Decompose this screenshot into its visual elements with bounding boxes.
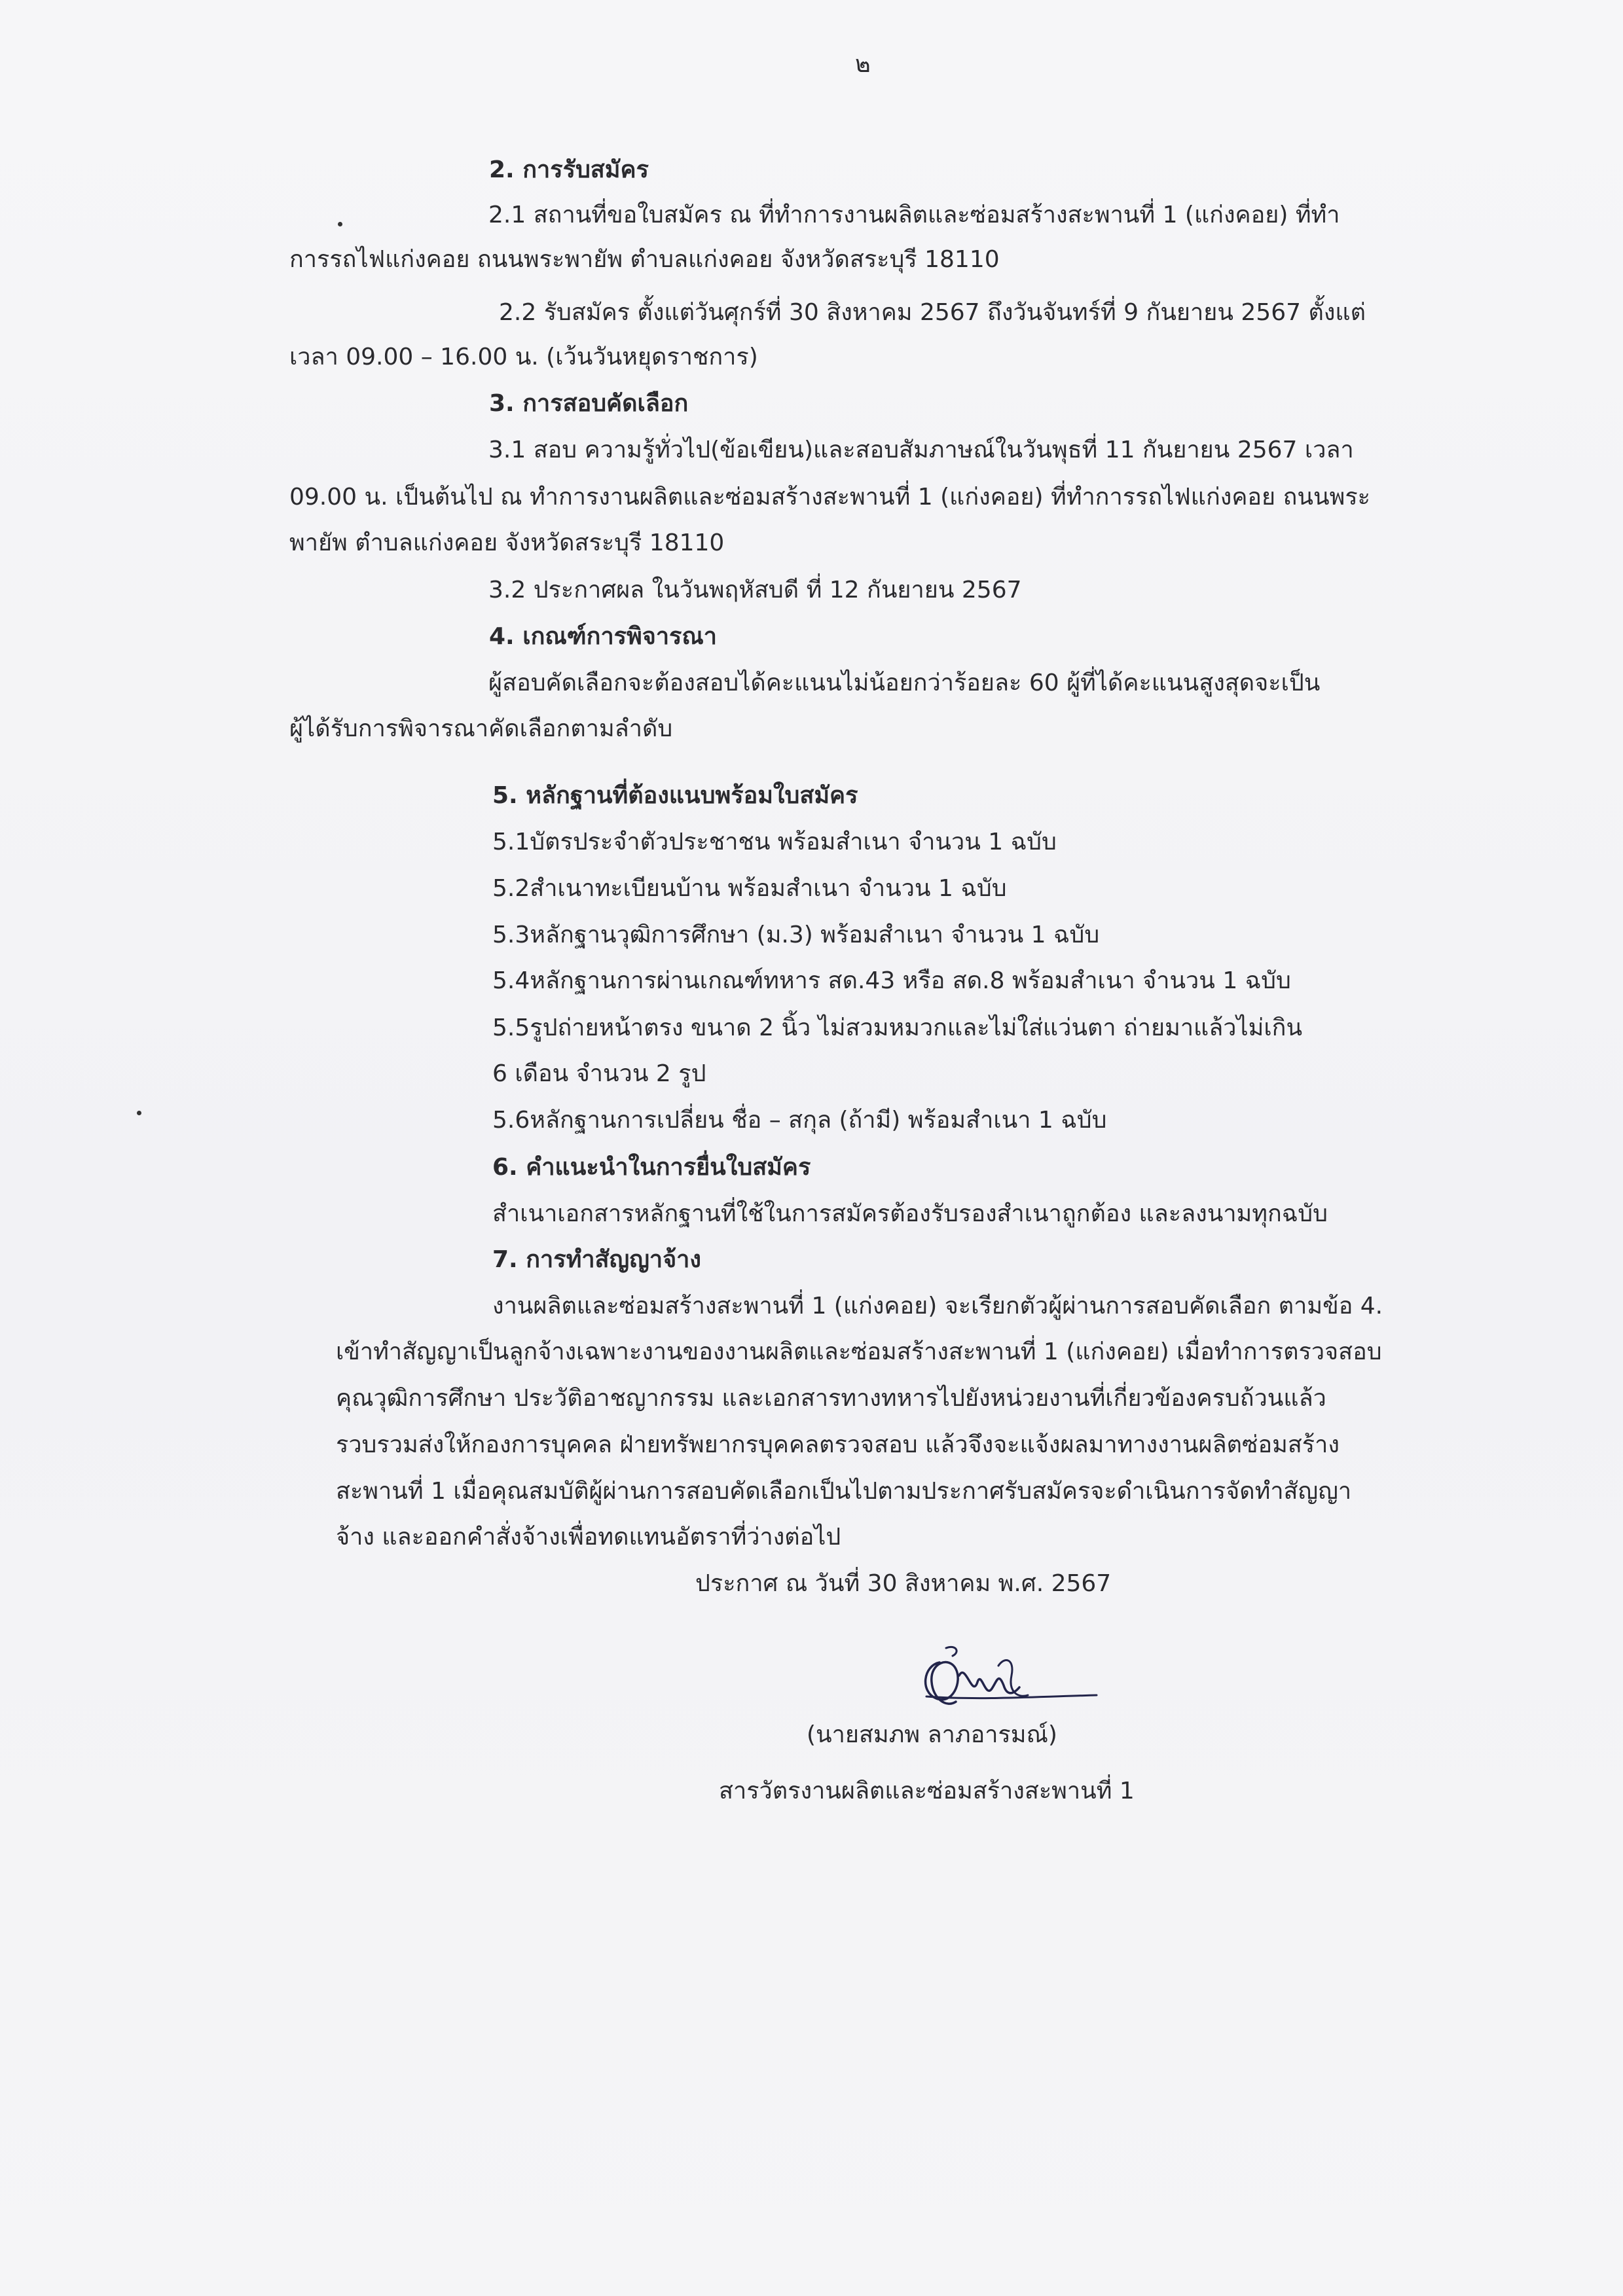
scan-mark bbox=[338, 222, 342, 226]
section-3-heading: 3. การสอบคัดเลือก bbox=[489, 390, 689, 417]
section-2-2-line-1: 2.2 รับสมัคร ตั้งแต่วันศุกร์ที่ 30 สิงหาคม 2567 ถึงวันจันทร์ที่ 9 กันยายน 2567 ตั้งแต่ bbox=[499, 299, 1366, 326]
section-7-line-6: จ้าง และออกคำสั่งจ้างเพื่อทดแทนอัตราที่ว่างต่อไป bbox=[336, 1524, 841, 1551]
section-5-item-3: 5.3หลักฐานวุฒิการศึกษา (ม.3) พร้อมสำเนา จำนวน 1 ฉบับ bbox=[492, 922, 1100, 948]
section-6-heading: 6. คำแนะนำในการยื่นใบสมัคร bbox=[492, 1154, 811, 1181]
signatory-name: (นายสมภพ ลาภอารมณ์) bbox=[807, 1721, 1057, 1748]
section-2-1-line-2: การรถไฟแก่งคอย ถนนพระพายัพ ตำบลแก่งคอย จังหวัดสระบุรี 18110 bbox=[289, 246, 1000, 273]
section-7-line-1: งานผลิตและซ่อมสร้างสะพานที่ 1 (แก่งคอย) จะเรียกตัวผู้ผ่านการสอบคัดเลือก ตามข้อ 4. bbox=[492, 1293, 1383, 1319]
page-number: ๒ bbox=[855, 51, 871, 78]
section-4-line-2: ผู้ได้รับการพิจารณาคัดเลือกตามลำดับ bbox=[289, 715, 673, 742]
section-5-item-6: 5.6หลักฐานการเปลี่ยน ชื่อ – สกุล (ถ้ามี) พร้อมสำเนา 1 ฉบับ bbox=[492, 1107, 1107, 1134]
section-5-item-4: 5.4หลักฐานการผ่านเกณฑ์ทหาร สด.43 หรือ สด.8 พร้อมสำเนา จำนวน 1 ฉบับ bbox=[492, 967, 1291, 994]
signature-image bbox=[900, 1636, 1110, 1728]
section-5-item-5-line-2: 6 เดือน จำนวน 2 รูป bbox=[492, 1060, 706, 1087]
scan-mark bbox=[137, 1111, 141, 1115]
section-2-heading: 2. การรับสมัคร bbox=[489, 156, 649, 183]
section-6-line-1: สำเนาเอกสารหลักฐานที่ใช้ในการสมัครต้องรับรองสำเนาถูกต้อง และลงนามทุกฉบับ bbox=[492, 1200, 1328, 1227]
section-7-line-5: สะพานที่ 1 เมื่อคุณสมบัติผู้ผ่านการสอบคัดเลือกเป็นไปตามประกาศรับสมัครจะดำเนินการจัดทำสัญญา bbox=[336, 1478, 1352, 1505]
section-5-item-1: 5.1บัตรประจำตัวประชาชน พร้อมสำเนา จำนวน 1 ฉบับ bbox=[492, 829, 1057, 855]
section-5-heading: 5. หลักฐานที่ต้องแนบพร้อมใบสมัคร bbox=[492, 782, 858, 809]
signatory-title: สารวัตรงานผลิตและซ่อมสร้างสะพานที่ 1 bbox=[719, 1778, 1135, 1804]
section-7-line-3: คุณวุฒิการศึกษา ประวัติอาชญากรรม และเอกสารทางทหารไปยังหน่วยงานที่เกี่ยวข้องครบถ้วนแล้ว bbox=[336, 1385, 1326, 1412]
section-3-1-line-1: 3.1 สอบ ความรู้ทั่วไป(ข้อเขียน)และสอบสัมภาษณ์ในวันพุธที่ 11 กันยายน 2567 เวลา bbox=[488, 437, 1354, 463]
section-2-2-line-2: เวลา 09.00 – 16.00 น. (เว้นวันหยุดราชการ) bbox=[289, 344, 758, 370]
section-4-heading: 4. เกณฑ์การพิจารณา bbox=[489, 623, 717, 650]
section-2-1-line-1: 2.1 สถานที่ขอใบสมัคร ณ ที่ทำการงานผลิตและซ่อมสร้างสะพานที่ 1 (แก่งคอย) ที่ทำ bbox=[488, 202, 1340, 228]
section-5-item-2: 5.2สำเนาทะเบียนบ้าน พร้อมสำเนา จำนวน 1 ฉบับ bbox=[492, 875, 1007, 902]
section-4-line-1: ผู้สอบคัดเลือกจะต้องสอบได้คะแนนไม่น้อยกว่าร้อยละ 60 ผู้ที่ได้คะแนนสูงสุดจะเป็น bbox=[488, 670, 1321, 696]
section-7-line-4: รวบรวมส่งให้กองการบุคคล ฝ่ายทรัพยากรบุคคลตรวจสอบ แล้วจึงจะแจ้งผลมาทางงานผลิตซ่อมสร้าง bbox=[336, 1431, 1340, 1458]
section-3-2: 3.2 ประกาศผล ในวันพฤหัสบดี ที่ 12 กันยายน 2567 bbox=[488, 577, 1022, 603]
section-5-item-5-line-1: 5.5รูปถ่ายหน้าตรง ขนาด 2 นิ้ว ไม่สวมหมวกและไม่ใส่แว่นตา ถ่ายมาแล้วไม่เกิน bbox=[492, 1014, 1303, 1041]
section-3-1-line-2: 09.00 น. เป็นต้นไป ณ ทำการงานผลิตและซ่อมสร้างสะพานที่ 1 (แก่งคอย) ที่ทำการรถไฟแก่งคอย ถนนพระ bbox=[289, 484, 1370, 511]
section-7-line-2: เข้าทำสัญญาเป็นลูกจ้างเฉพาะงานของงานผลิตและซ่อมสร้างสะพานที่ 1 (แก่งคอย) เมื่อทำการตรวจสอบ bbox=[336, 1338, 1382, 1365]
announcement-date: ประกาศ ณ วันที่ 30 สิงหาคม พ.ศ. 2567 bbox=[695, 1570, 1112, 1597]
section-3-1-line-3: พายัพ ตำบลแก่งคอย จังหวัดสระบุรี 18110 bbox=[289, 529, 725, 556]
section-7-heading: 7. การทำสัญญาจ้าง bbox=[492, 1246, 701, 1273]
